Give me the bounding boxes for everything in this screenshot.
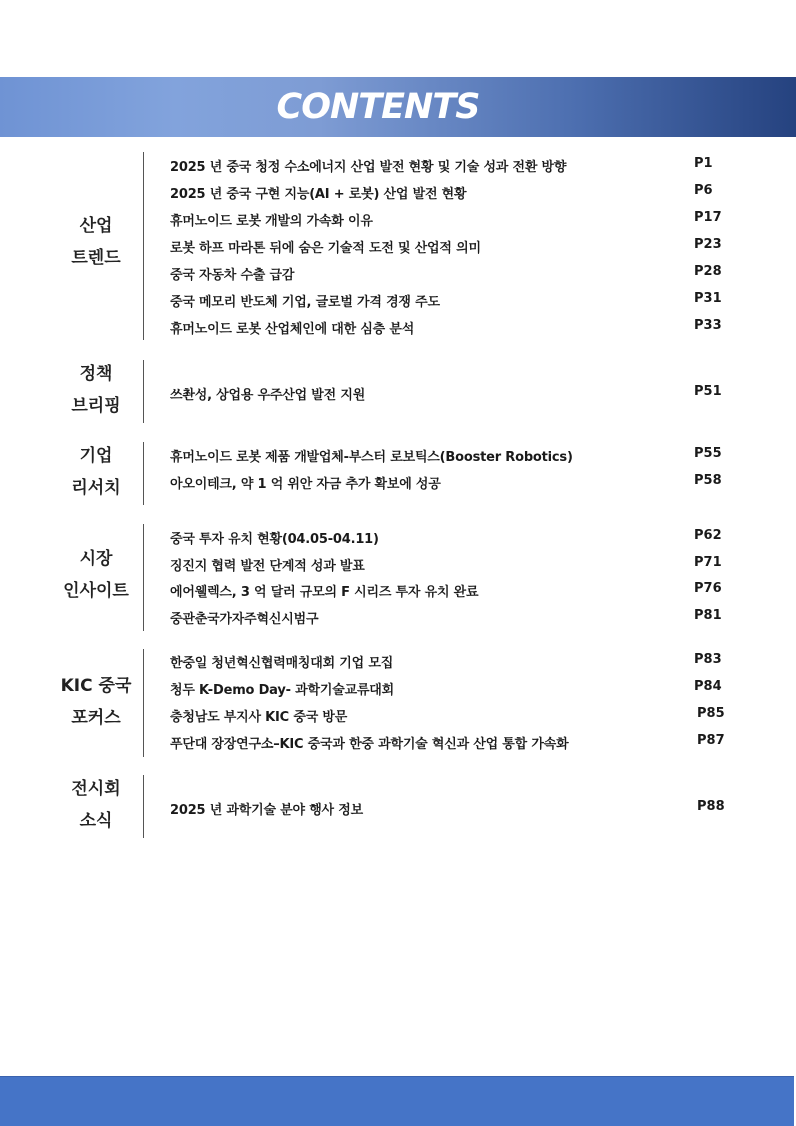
toc-entry[interactable] <box>170 679 750 699</box>
toc-entry-title: 한중일 청년혁신협력매칭대회 기업 모집 <box>170 656 394 671</box>
toc-entry-title: 청두 K-Demo Day- 과학기술교류대회 <box>170 683 395 698</box>
toc-entry-page: P58 <box>694 473 722 488</box>
toc-entry[interactable] <box>170 555 750 575</box>
toc-entry-title: 아오이테크, 약 1 억 위안 자금 추가 확보에 성공 <box>170 477 441 492</box>
section-divider <box>143 775 144 838</box>
toc-entry-title: 2025 년 중국 구현 지능(AI + 로봇) 산업 발전 현황 <box>170 187 467 202</box>
toc-entry[interactable] <box>170 446 750 466</box>
toc-entry-page: P62 <box>694 528 722 543</box>
toc-entry[interactable] <box>170 652 750 672</box>
toc-entry-title: 중국 메모리 반도체 기업, 글로벌 가격 경쟁 주도 <box>170 295 440 310</box>
toc-entry[interactable] <box>170 581 750 601</box>
toc-entry-title: 징진지 협력 발전 단계적 성과 발표 <box>170 559 365 574</box>
toc-entry-title: 휴머노이드 로봇 개발의 가속화 이유 <box>170 214 373 229</box>
toc-entry-page: P1 <box>694 156 713 171</box>
toc-entry[interactable] <box>170 608 750 628</box>
toc-entry[interactable] <box>170 318 750 338</box>
toc-entry[interactable] <box>170 799 750 819</box>
toc-entry[interactable] <box>170 473 750 493</box>
toc-entry[interactable] <box>170 291 750 311</box>
toc-entry[interactable] <box>170 210 750 230</box>
toc-entry[interactable] <box>170 528 750 548</box>
toc-entry-page: P85 <box>697 706 725 721</box>
toc-entry[interactable] <box>170 237 750 257</box>
toc-entry-title: 휴머노이드 로봇 산업체인에 대한 심층 분석 <box>170 322 415 337</box>
toc-entry[interactable] <box>170 183 750 203</box>
toc-entry-page: P31 <box>694 291 722 306</box>
toc-entry[interactable] <box>170 733 750 753</box>
toc-entry-page: P28 <box>694 264 722 279</box>
toc-entry-page: P87 <box>697 733 725 748</box>
toc-entry-page: P84 <box>694 679 722 694</box>
toc-entry[interactable] <box>170 264 750 284</box>
toc-entry-title: 2025 년 과학기술 분야 행사 정보 <box>170 803 363 818</box>
toc-entry-title: 충청남도 부지사 KIC 중국 방문 <box>170 710 348 725</box>
toc-entry[interactable] <box>170 156 750 176</box>
toc-entry-title: 로봇 하프 마라톤 뒤에 숨은 기술적 도전 및 산업적 의미 <box>170 241 481 256</box>
category-label: 산업 트렌드 <box>71 216 121 268</box>
section-divider <box>143 152 144 340</box>
category-label: 기업 리서치 <box>71 446 121 498</box>
section-divider <box>143 524 144 631</box>
toc-entry-title: 에어웰렉스, 3 억 달러 규모의 F 시리즈 투자 유치 완료 <box>170 585 479 600</box>
toc-entry-page: P76 <box>694 581 722 596</box>
category-label: 시장 인사이트 <box>63 549 129 601</box>
toc-entry-title: 중국 자동차 수출 급감 <box>170 268 295 283</box>
toc-entry-title: 2025 년 중국 청정 수소에너지 산업 발전 현황 및 기술 성과 전환 방향 <box>170 160 567 175</box>
toc-entry-page: P88 <box>697 799 725 814</box>
toc-entry[interactable] <box>170 384 750 404</box>
toc-entry-page: P17 <box>694 210 722 225</box>
toc-entry-title: 중국 투자 유치 현황(04.05-04.11) <box>170 532 379 547</box>
toc-entry-page: P71 <box>694 555 722 570</box>
toc-entry-title: 쓰촨성, 상업용 우주산업 발전 지원 <box>170 388 366 403</box>
toc-entry-page: P6 <box>694 183 713 198</box>
section-divider <box>143 649 144 757</box>
category-label: 정책 브리핑 <box>71 364 121 416</box>
contents-title: CONTENTS <box>276 87 480 127</box>
footer-bar <box>0 1076 794 1126</box>
toc-entry-page: P83 <box>694 652 722 667</box>
toc-entry-page: P33 <box>694 318 722 333</box>
category-label: KIC 중국 포커스 <box>60 676 132 728</box>
toc-entry[interactable] <box>170 706 750 726</box>
section-divider <box>143 442 144 505</box>
toc-entry-title: 푸단대 장장연구소–KIC 중국과 한중 과학기술 혁신과 산업 통합 가속화 <box>170 737 569 752</box>
toc-entry-page: P51 <box>694 384 722 399</box>
toc-entry-page: P23 <box>694 237 722 252</box>
toc-entry-page: P81 <box>694 608 722 623</box>
toc-entry-title: 중관춘국가자주혁신시범구 <box>170 612 319 627</box>
category-label: 전시회 소식 <box>71 779 121 831</box>
toc-entry-title: 휴머노이드 로봇 제품 개발업체-부스터 로보틱스(Booster Robotics) <box>170 450 573 465</box>
section-divider <box>143 360 144 423</box>
toc-entry-page: P55 <box>694 446 722 461</box>
